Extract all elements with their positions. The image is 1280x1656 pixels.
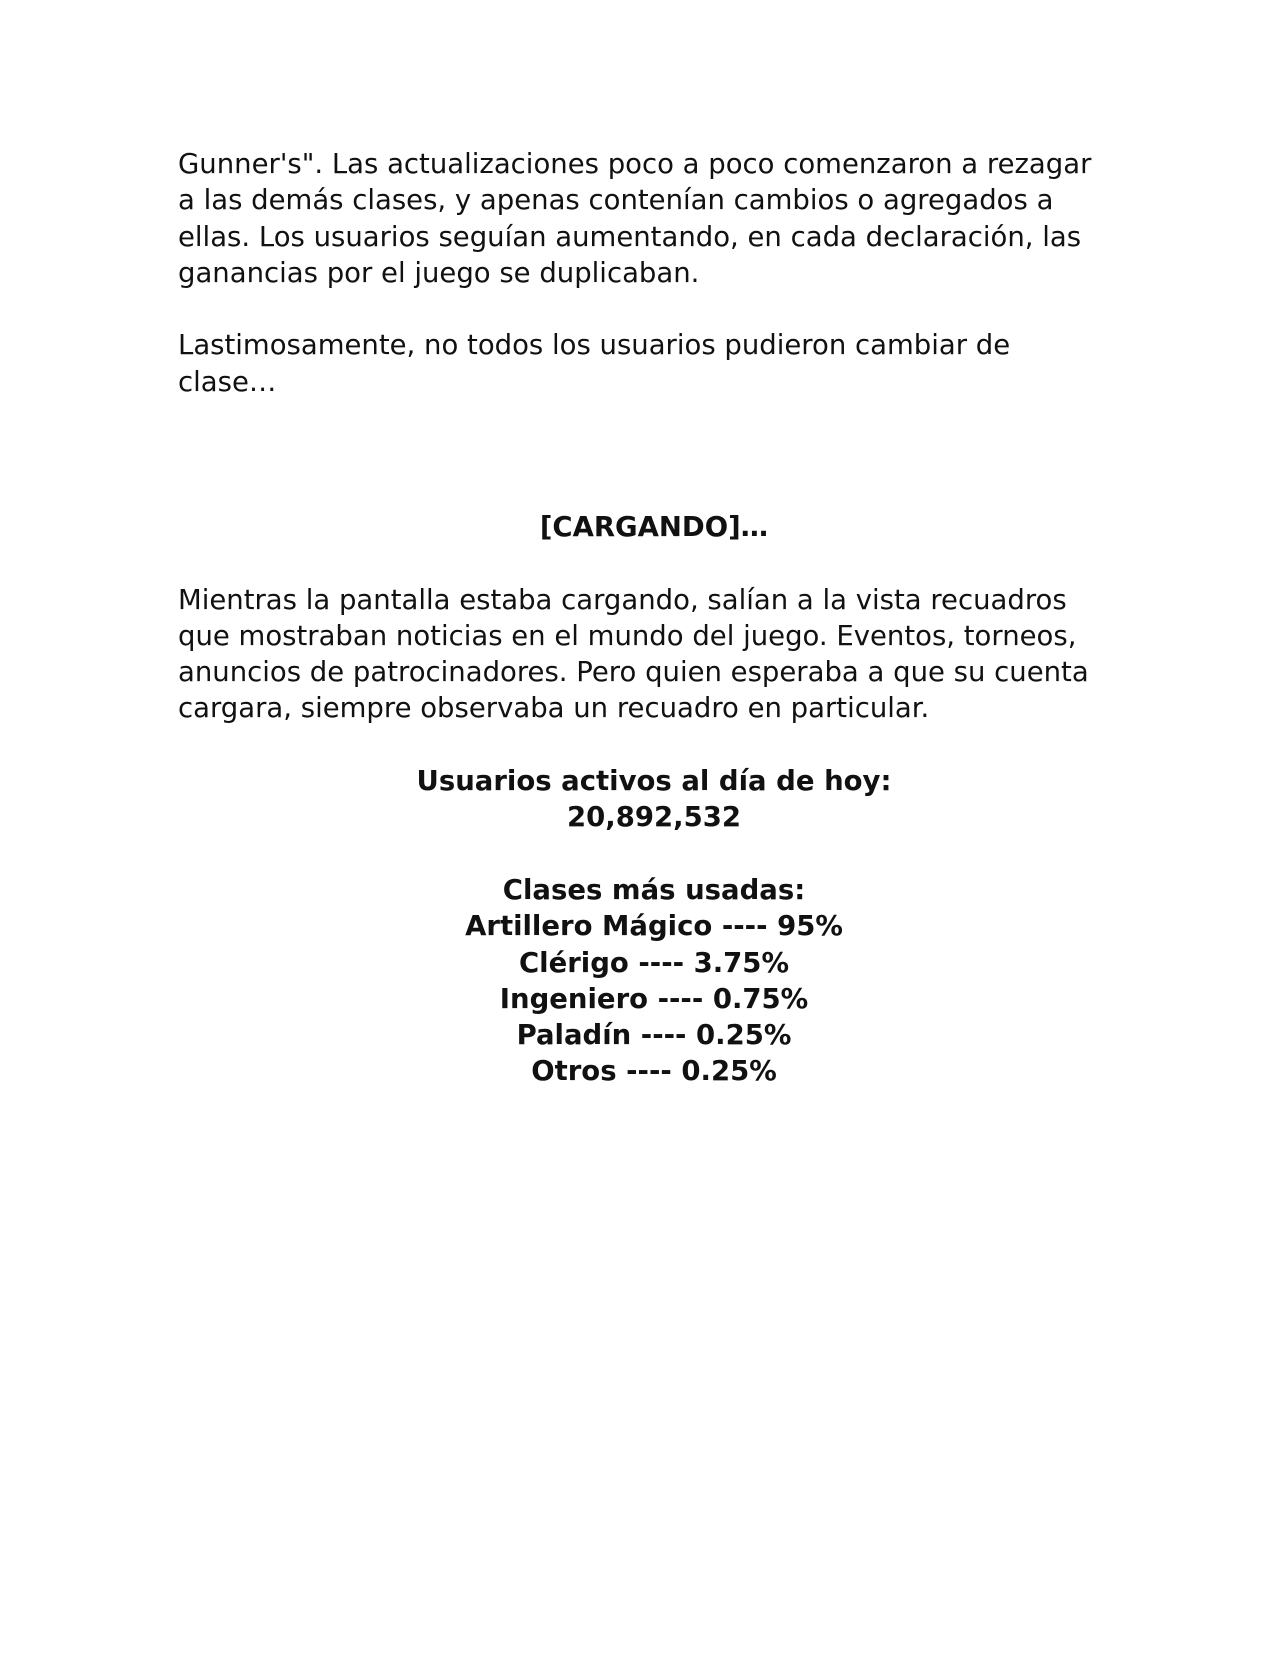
active-users-value: 20,892,532 [567, 801, 741, 834]
class-item: Otros ---- 0.25% [531, 1055, 777, 1088]
class-item: Ingeniero ---- 0.75% [499, 982, 809, 1015]
paragraph-updates: Gunner's". Las actualizaciones poco a poco comenzaron a rezagar a las demás clases, y apenas contenían cambios o agregados a ellas. Los usuarios seguían aumentando, en cada declaración, las ganancias por el juego se duplicaban. [178, 148, 1092, 289]
document-page [178, 146, 1108, 1090]
classes-label: Clases más usadas: [502, 873, 806, 906]
class-item: Artillero Mágico ---- 95% [465, 910, 843, 943]
class-item: Paladín ---- 0.25% [516, 1019, 792, 1052]
paragraph-loading-screen: Mientras la pantalla estaba cargando, salían a la vista recuadros que mostraban noticias en el mundo del juego. Eventos, torneos, anuncios de patrocinadores. Pero quien esperaba a que su cuenta cargara, siempre observaba un recuadro en particular. [178, 583, 1089, 725]
active-users-label: Usuarios activos al día de hoy: [416, 765, 892, 798]
paragraph-class-change: Lastimosamente, no todos los usuarios pudieron cambiar de clase… [178, 329, 1011, 398]
stats-box [178, 763, 1108, 1090]
loading-heading: [CARGANDO]… [539, 510, 769, 543]
class-item: Clérigo ---- 3.75% [518, 946, 790, 979]
spacer [200, 836, 1108, 872]
